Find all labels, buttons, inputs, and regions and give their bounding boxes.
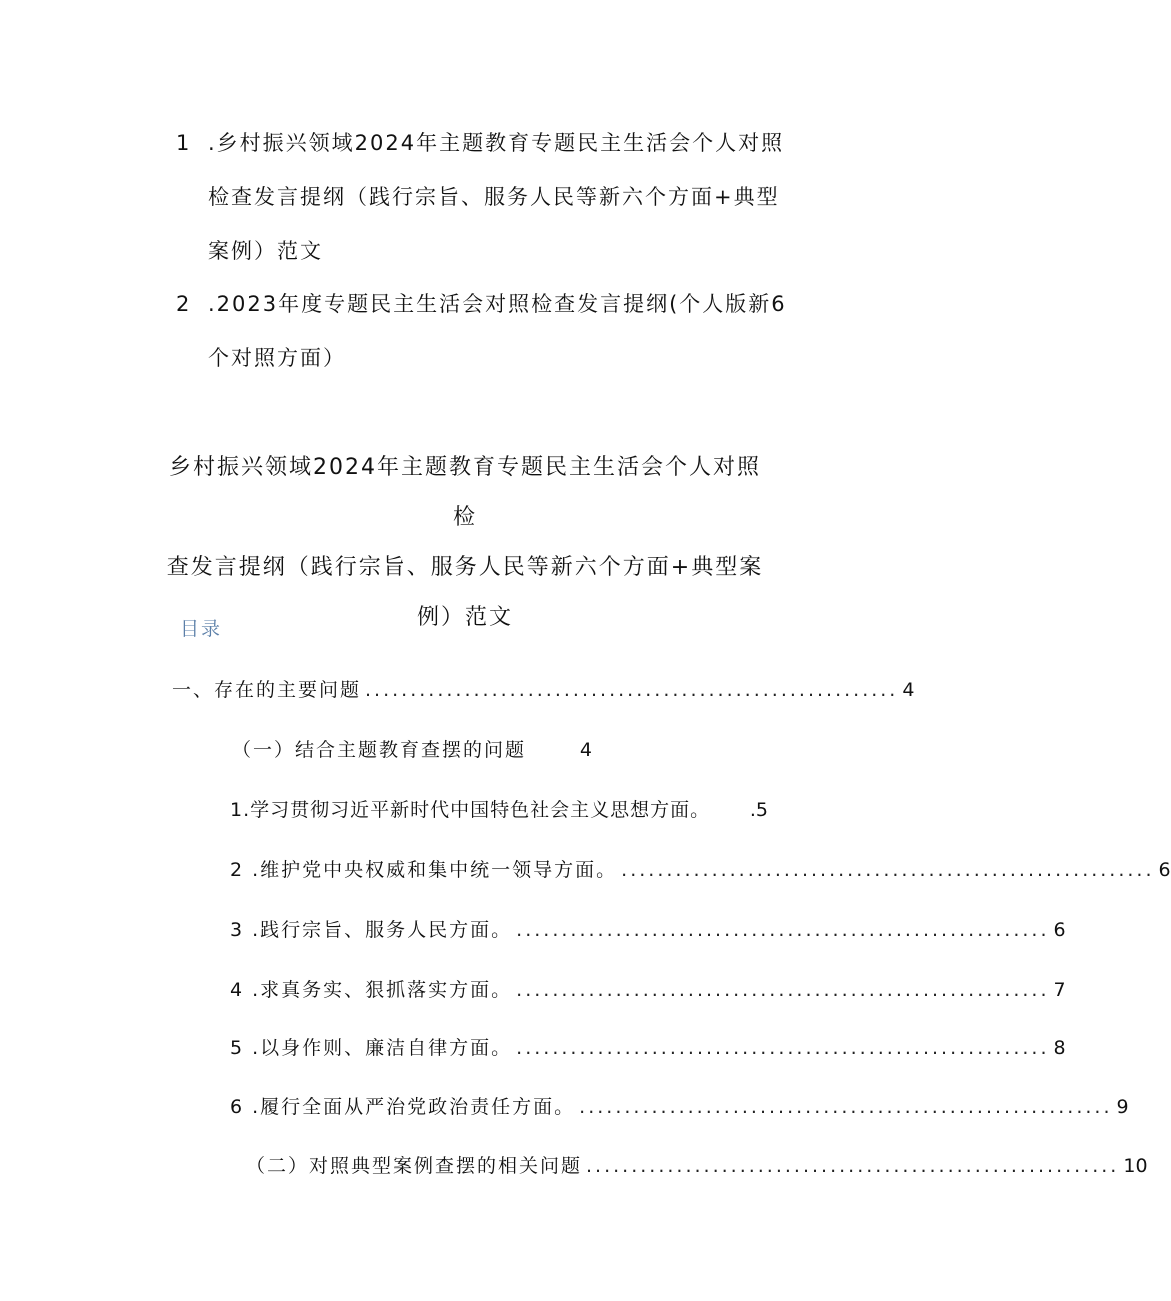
toc-entry[interactable] — [230, 855, 1171, 885]
toc-leader-dots: ........................................................... — [516, 919, 1050, 941]
toc-entry[interactable] — [232, 735, 592, 765]
document-title — [160, 443, 770, 643]
title-line: 查发言提纲（践行宗旨、服务人民等新六个方面+典型案 — [166, 555, 764, 580]
list-item-number: 2 — [176, 292, 190, 316]
toc-entry-label: 1.学习贯彻习近平新时代中国特色社会主义思想方面。 — [230, 799, 711, 821]
toc-entry-page: 7 — [1053, 979, 1066, 1001]
toc-entry[interactable] — [230, 1033, 1066, 1063]
toc-entry[interactable] — [172, 675, 915, 705]
toc-entry-label: （一）结合主题教育查摆的问题 — [232, 739, 527, 761]
list-item — [176, 277, 806, 385]
toc-entry[interactable] — [230, 975, 1066, 1005]
toc-entry-page: 4 — [902, 679, 915, 701]
toc-heading: 目录 — [180, 618, 223, 640]
toc-entry-label: 一、存在的主要问题 — [172, 679, 362, 701]
toc-entry-label: 6 .履行全面从严治党政治责任方面。 — [230, 1096, 576, 1118]
toc-entry-label: 2 .维护党中央权威和集中统一领导方面。 — [230, 859, 618, 881]
list-item — [176, 116, 806, 278]
title-line: 例）范文 — [416, 605, 513, 630]
toc-entry-label: 4 .求真务实、狠抓落实方面。 — [230, 979, 513, 1001]
list-item-line: .2023年度专题民主生活会对照检查发言提纲(个人版新6 — [208, 292, 787, 316]
toc-entry-page: 9 — [1116, 1096, 1129, 1118]
toc-leader-dots: ........................................................... — [516, 1037, 1050, 1059]
toc-entry-page: 8 — [1053, 1037, 1066, 1059]
toc-entry-label: 3 .践行宗旨、服务人民方面。 — [230, 919, 513, 941]
toc-entry-page: 6 — [1053, 919, 1066, 941]
toc-leader-dots: ........................................................... — [579, 1096, 1113, 1118]
list-item-line: 案例）范文 — [208, 239, 323, 263]
toc-entry[interactable] — [230, 795, 768, 825]
list-item-line: .乡村振兴领域2024年主题教育专题民主生活会个人对照 — [208, 131, 785, 155]
toc-entry[interactable] — [230, 1092, 1129, 1122]
toc-entry[interactable] — [230, 915, 1066, 945]
toc-leader-dots: ........................................................... — [365, 679, 899, 701]
toc-leader-dots: ........................................................... — [586, 1155, 1120, 1177]
toc-entry-page: 6 — [1158, 859, 1171, 881]
toc-entry-page: 4 — [579, 739, 592, 761]
list-item-number: 1 — [176, 131, 190, 155]
list-item-line: 个对照方面） — [208, 346, 346, 370]
toc-leader-dots: ........................................................... — [621, 859, 1155, 881]
toc-entry-page: 10 — [1123, 1155, 1148, 1177]
toc-entry-page: .5 — [749, 799, 768, 821]
toc-entry-label: 5 .以身作则、廉洁自律方面。 — [230, 1037, 513, 1059]
toc-entry-label: （二）对照典型案例查摆的相关问题 — [246, 1155, 583, 1177]
toc-entry[interactable] — [246, 1151, 1148, 1181]
title-line: 乡村振兴领域2024年主题教育专题民主生活会个人对照检 — [169, 455, 761, 530]
toc-leader-dots: ........................................................... — [516, 979, 1050, 1001]
list-item-line: 检查发言提纲（践行宗旨、服务人民等新六个方面+典型 — [208, 185, 780, 209]
